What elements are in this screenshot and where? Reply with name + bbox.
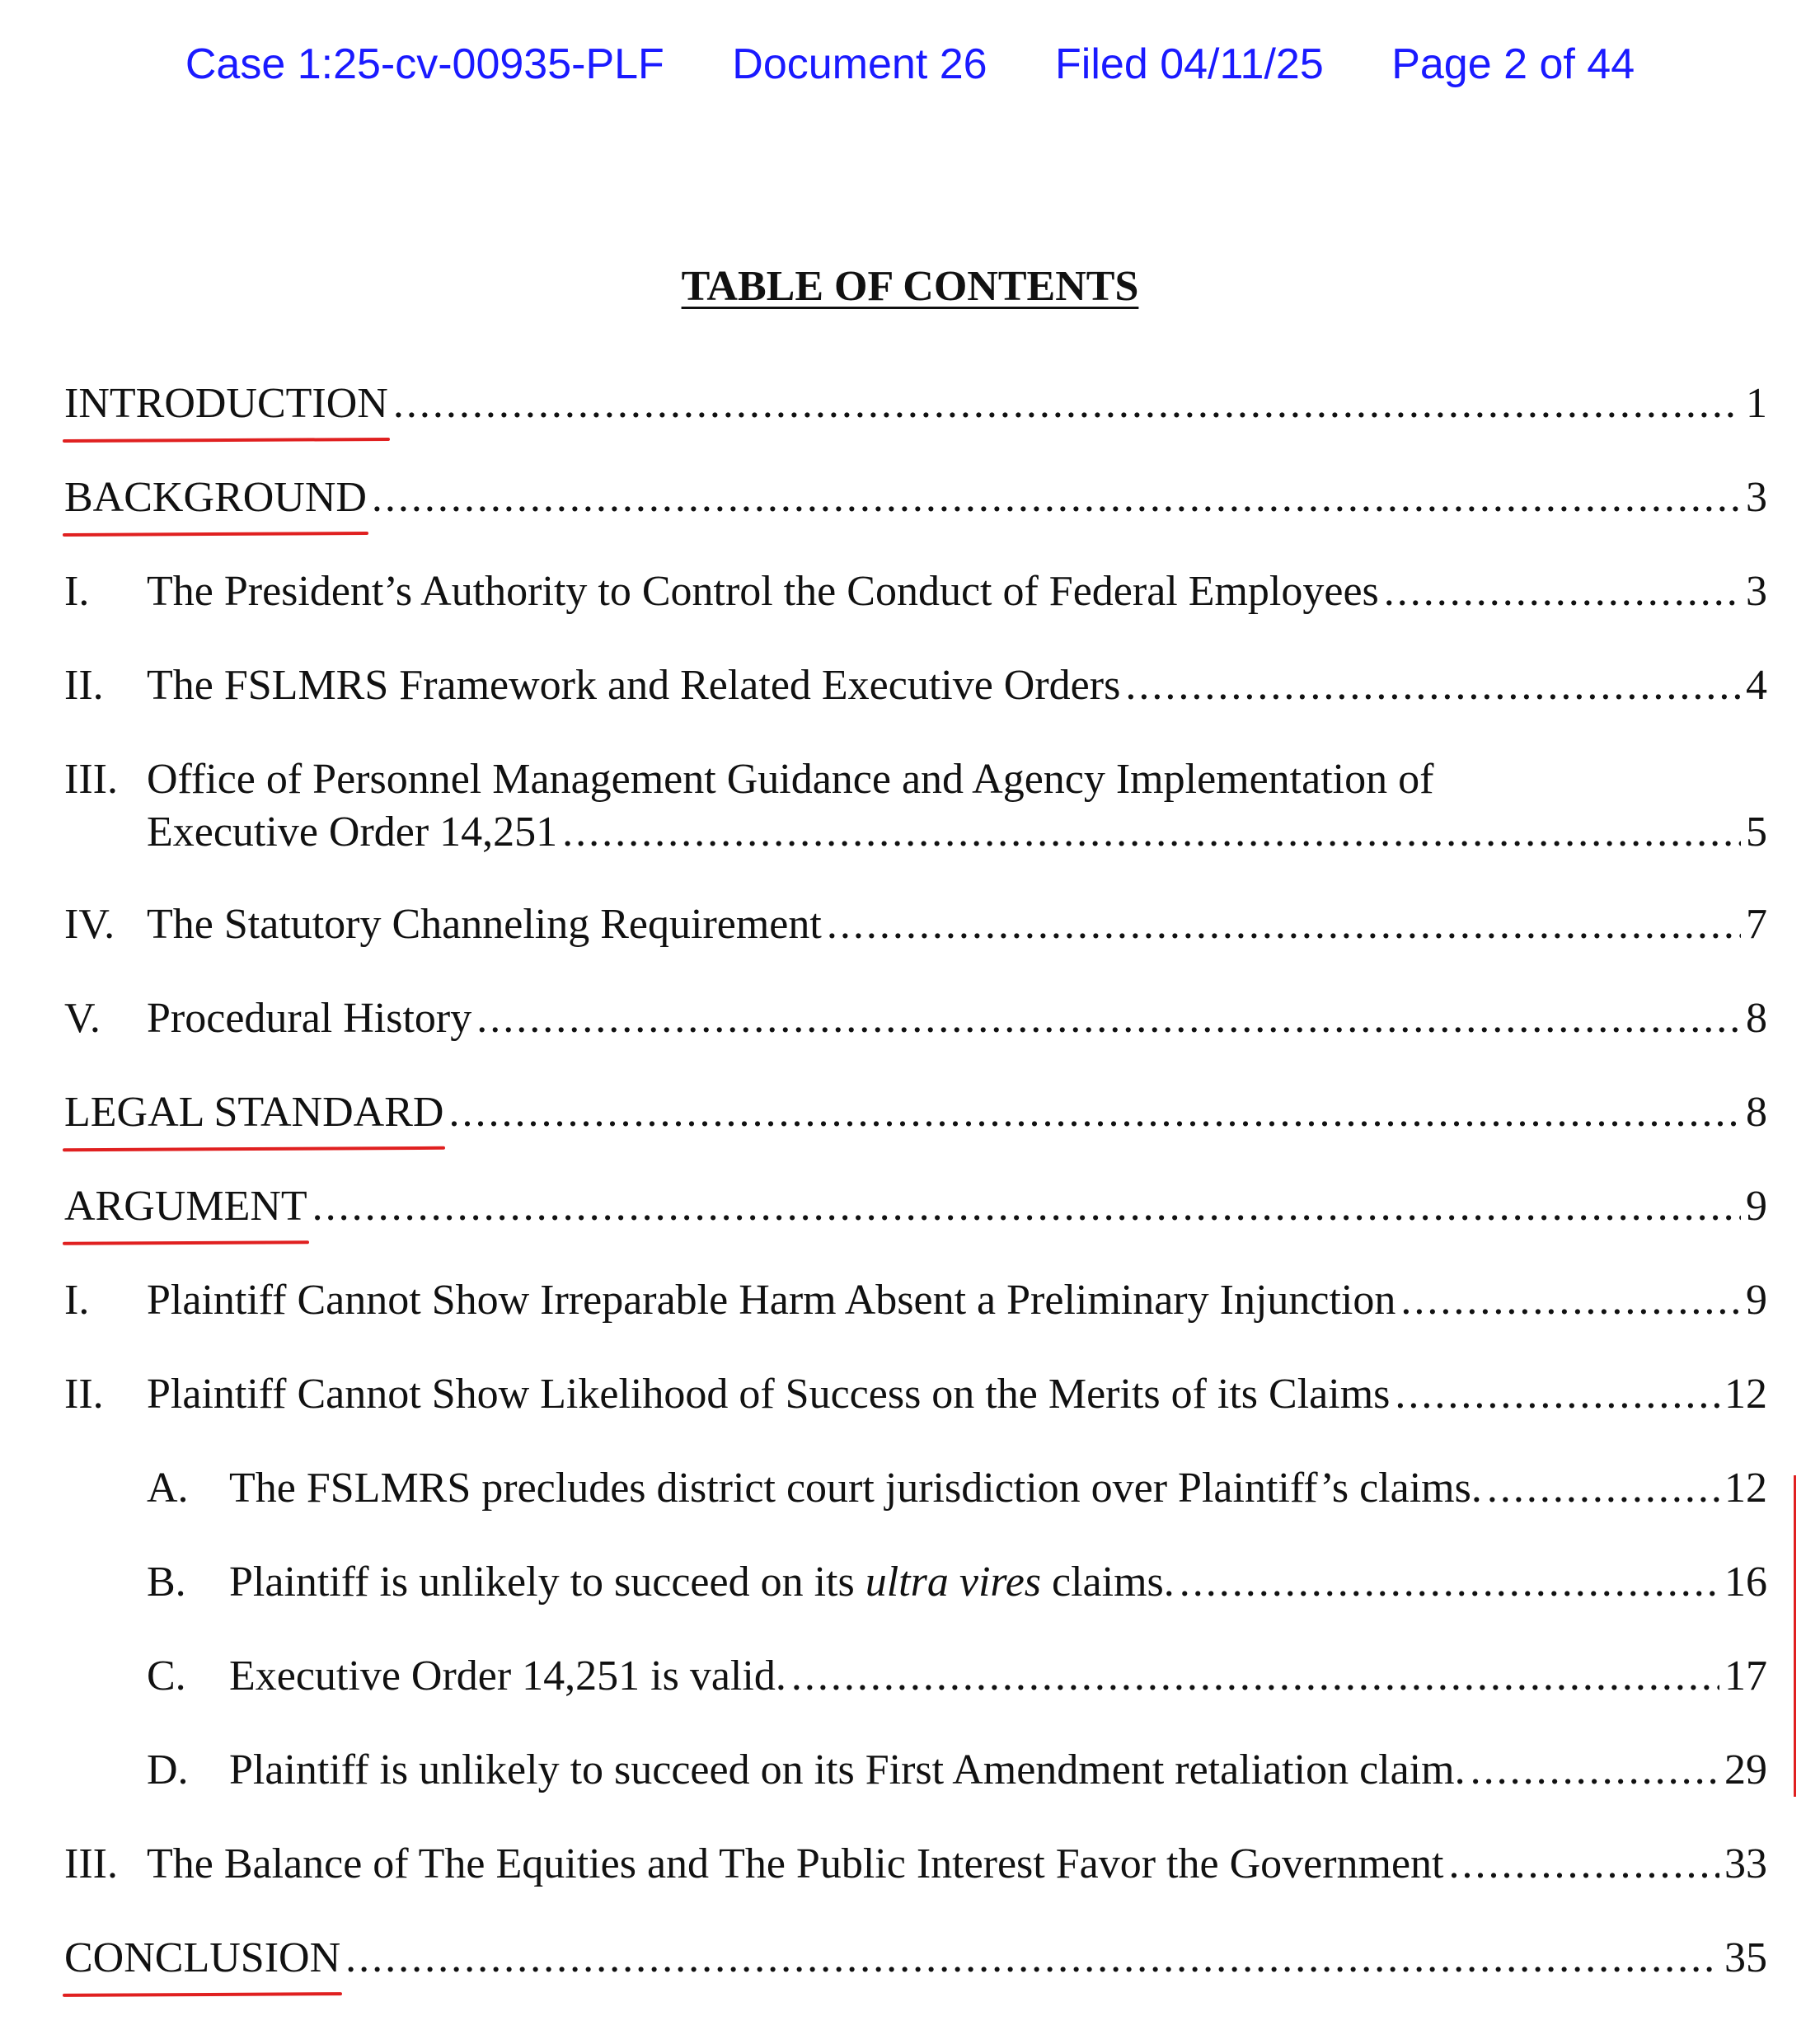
toc-entry-background-i[interactable] xyxy=(64,565,1767,659)
leader-dots xyxy=(562,806,1741,859)
toc-page-number: 5 xyxy=(1746,809,1767,856)
toc-entry-conclusion[interactable] xyxy=(64,1932,1767,2026)
table-of-contents xyxy=(64,377,1767,2026)
toc-label: The Balance of The Equities and The Public Interest Favor the Government xyxy=(147,1840,1444,1887)
toc-label: Plaintiff is unlikely to succeed on its First Amendment retaliation claim. xyxy=(229,1746,1466,1793)
leader-dots xyxy=(1449,1838,1719,1891)
toc-entry-background-v[interactable] xyxy=(64,992,1767,1086)
leader-dots xyxy=(1487,1462,1719,1515)
toc-page-number: 1 xyxy=(1746,380,1767,427)
toc-entry-argument-iii[interactable] xyxy=(64,1838,1767,1932)
toc-entry-argument[interactable] xyxy=(64,1180,1767,1274)
toc-label: INTRODUCTION xyxy=(64,377,388,430)
leader-dots xyxy=(393,377,1741,430)
toc-label: Procedural History xyxy=(147,995,472,1042)
toc-numeral: III. xyxy=(64,756,118,803)
toc-entry-legal-standard[interactable] xyxy=(64,1086,1767,1180)
leader-dots xyxy=(1395,1368,1719,1421)
toc-numeral: II. xyxy=(64,1371,104,1418)
toc-numeral: II. xyxy=(64,662,104,709)
toc-page-number: 33 xyxy=(1724,1840,1767,1887)
toc-page-number: 7 xyxy=(1746,901,1767,948)
filed-date: Filed 04/11/25 xyxy=(1055,40,1324,88)
toc-label-line2: Executive Order 14,251 xyxy=(147,809,558,856)
toc-entry-argument-ii[interactable] xyxy=(64,1368,1767,1462)
leader-dots xyxy=(372,471,1741,524)
toc-label: CONCLUSION xyxy=(64,1932,340,1985)
toc-numeral: I. xyxy=(64,568,90,615)
toc-numeral: III. xyxy=(64,1840,118,1887)
page-title: TABLE OF CONTENTS xyxy=(681,263,1139,310)
toc-page-number: 4 xyxy=(1746,662,1767,709)
toc-entry-background[interactable] xyxy=(64,471,1767,565)
toc-page-number: 12 xyxy=(1724,1465,1767,1512)
toc-label: Plaintiff Cannot Show Likelihood of Success on the Merits of its Claims xyxy=(147,1371,1391,1418)
toc-label: ARGUMENT xyxy=(64,1180,307,1233)
leader-dots xyxy=(827,898,1741,951)
toc-label: The President’s Authority to Control the Conduct of Federal Employees xyxy=(147,568,1379,615)
toc-entry-argument-ii-b[interactable] xyxy=(64,1556,1767,1650)
toc-numeral: I. xyxy=(64,1277,90,1324)
toc-label: The FSLMRS Framework and Related Executive Orders xyxy=(147,662,1121,709)
toc-entry-background-ii[interactable] xyxy=(64,659,1767,753)
toc-page-number: 8 xyxy=(1746,1089,1767,1136)
leader-dots xyxy=(345,1932,1719,1985)
toc-page-number: 35 xyxy=(1724,1934,1767,1981)
toc-entry-argument-ii-d[interactable] xyxy=(64,1744,1767,1838)
leader-dots xyxy=(1125,659,1741,712)
ecf-header xyxy=(0,40,1820,89)
toc-entry-argument-ii-a[interactable] xyxy=(64,1462,1767,1556)
toc-label: Plaintiff Cannot Show Irreparable Harm Absent a Preliminary Injunction xyxy=(147,1277,1396,1324)
toc-label-line1: Office of Personnel Management Guidance and Agency Implementation of xyxy=(147,756,1434,803)
toc-page-number: 3 xyxy=(1746,474,1767,521)
case-number: Case 1:25-cv-00935-PLF xyxy=(185,40,664,88)
toc-entry-background-iii[interactable] xyxy=(64,753,1767,898)
toc-label xyxy=(229,1556,1175,1609)
toc-page-number: 8 xyxy=(1746,995,1767,1042)
toc-page-number: 29 xyxy=(1724,1746,1767,1793)
document-number: Document 26 xyxy=(732,40,987,88)
toc-label-pre: Plaintiff is unlikely to succeed on its xyxy=(229,1559,865,1606)
leader-dots xyxy=(1384,565,1741,618)
leader-dots xyxy=(1180,1556,1719,1609)
toc-numeral: IV. xyxy=(64,901,115,948)
toc-page-number: 3 xyxy=(1746,568,1767,615)
toc-page-number: 16 xyxy=(1724,1559,1767,1606)
leader-dots xyxy=(1471,1744,1719,1797)
toc-label-post: claims. xyxy=(1041,1559,1175,1606)
toc-label: BACKGROUND xyxy=(64,471,367,524)
leader-dots xyxy=(312,1180,1741,1233)
toc-numeral: D. xyxy=(147,1746,189,1793)
toc-entry-argument-ii-c[interactable] xyxy=(64,1650,1767,1744)
toc-page-number: 12 xyxy=(1724,1371,1767,1418)
toc-entry-background-iv[interactable] xyxy=(64,898,1767,992)
leader-dots xyxy=(1400,1274,1741,1327)
page-indicator: Page 2 of 44 xyxy=(1391,40,1635,88)
leader-dots xyxy=(476,992,1741,1045)
toc-label: The FSLMRS precludes district court jurisdiction over Plaintiff’s claims. xyxy=(229,1465,1482,1512)
toc-numeral: V. xyxy=(64,995,101,1042)
toc-label: Executive Order 14,251 is valid. xyxy=(229,1653,786,1699)
margin-annotation-bar xyxy=(1794,1475,1796,1797)
leader-dots xyxy=(791,1650,1719,1703)
toc-label: The Statutory Channeling Requirement xyxy=(147,901,822,948)
toc-numeral: C. xyxy=(147,1653,186,1699)
toc-entry-introduction[interactable] xyxy=(64,377,1767,471)
toc-entry-argument-i[interactable] xyxy=(64,1274,1767,1368)
toc-page-number: 17 xyxy=(1724,1653,1767,1699)
toc-label: LEGAL STANDARD xyxy=(64,1086,443,1139)
toc-page-number: 9 xyxy=(1746,1277,1767,1324)
toc-label-italic: ultra vires xyxy=(865,1559,1042,1606)
toc-page-number: 9 xyxy=(1746,1183,1767,1230)
leader-dots xyxy=(448,1086,1741,1139)
toc-numeral: A. xyxy=(147,1465,189,1512)
toc-numeral: B. xyxy=(147,1559,186,1606)
